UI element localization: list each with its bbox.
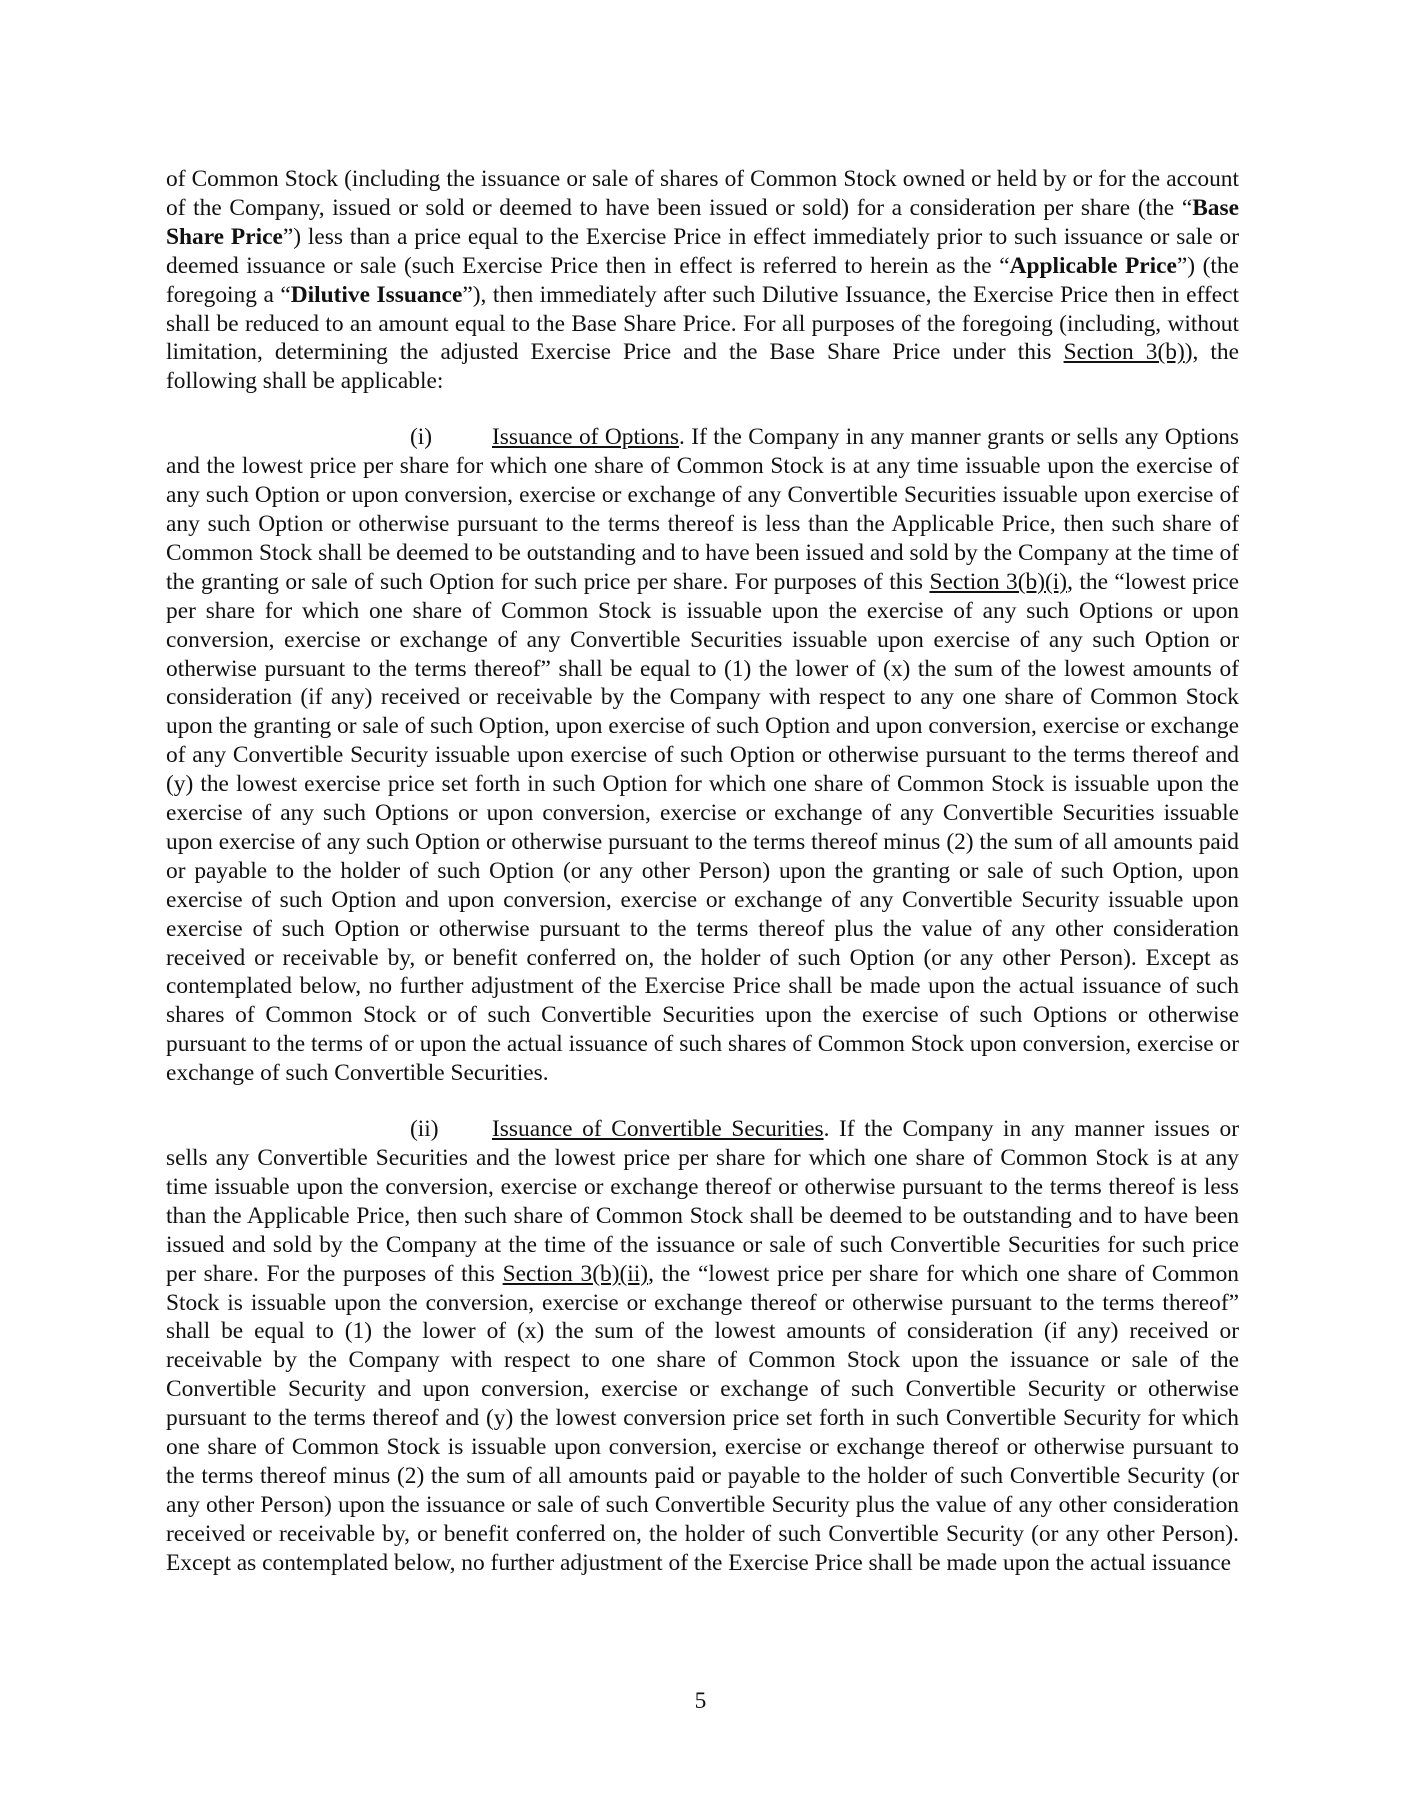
section-reference-3b-ii: Section 3(b)(ii) <box>502 1260 649 1287</box>
clause-number-ii: (ii) <box>410 1116 439 1143</box>
options-text-1: . If the Company in any manner grants or sells any Options and the lowest price per share for which one share of Common Stock is at any time issuable upon the exercise of any such Option or upon conversion, exercise or exchange of any Convertible Securities issuable upon exercise of any such Option or otherwise pursuant to the terms thereof is less than the Applicable Price, then such share of Common Stock shall be deemed to be outstanding and to have been issued and sold by the Company at the time of the granting or sale of such Option for such price per share. For purposes of this <box>166 424 1239 595</box>
issuance-of-convertible-securities-paragraph <box>166 1115 1239 1578</box>
intro-text-2: ”) less than a price equal to the Exercise Price in effect immediately prior to such issuance or sale or deemed issuance or sale (such Exercise Price then in effect is referred to herein as the “ <box>166 223 1239 279</box>
clause-heading-issuance-of-options: Issuance of Options <box>492 424 679 451</box>
options-text-2: , the “lowest price per share for which one share of Common Stock is issuable upon the exercise of any such Options or upon conversion, exercise or exchange of any Convertible Securities issuable upon exercise of any such Option or otherwise pursuant to the terms thereof” shall be equal to (1) the lower of (x) the sum of the lowest amounts of consideration (if any) received or receivable by the Company with respect to any one share of Common Stock upon the granting or sale of such Option, upon exercise of such Option and upon conversion, exercise or exchange of any Convertible Security issuable upon exercise of such Option or otherwise pursuant to the terms thereof and (y) the lowest exercise price set forth in such Option for which one share of Common Stock is issuable upon the exercise of any such Options or upon conversion, exercise or exchange of any Convertible Securities issuable upon exercise of any such Option or otherwise pursuant to the terms thereof minus (2) the sum of all amounts paid or payable to the holder of such Option (or any other Person) upon the granting or sale of such Option, upon exercise of such Option and upon conversion, exercise or exchange of any Convertible Security issuable upon exercise of such Option or otherwise pursuant to the terms thereof plus the value of any other consideration received or receivable by, or benefit conferred on, the holder of such Option (or any other Person). Except as contemplated below, no further adjustment of the Exercise Price shall be made upon the actual issuance of such shares of Common Stock or of such Convertible Securities upon the exercise of such Options or otherwise pursuant to the terms of or upon the actual issuance of such shares of Common Stock upon conversion, exercise or exchange of such Convertible Securities. <box>166 568 1239 1087</box>
defined-term-dilutive-issuance: Dilutive Issuance <box>290 281 463 308</box>
defined-term-base-share-price: Base Share Price <box>166 194 1239 250</box>
section-reference-3b-i: Section 3(b)(i) <box>929 568 1068 595</box>
document-body <box>166 165 1239 1578</box>
intro-text-3: ”) (the foregoing a “ <box>166 252 1239 308</box>
intro-text-4: ”), then immediately after such Dilutive Issuance, the Exercise Price then in effect shall be reduced to an amount equal to the Base Share Price. For all purposes of the foregoing (including, without limitation, determining the adjusted Exercise Price and the Base Share Price under this <box>166 281 1239 366</box>
intro-paragraph <box>166 165 1239 396</box>
intro-text-5: ), the following shall be applicable: <box>166 339 1239 395</box>
page-number: 5 <box>694 1688 707 1714</box>
convertible-text-1: . If the Company in any manner issues or sells any Convertible Securities and the lowest price per share for which one share of Common Stock is at any time issuable upon the conversion, exercise or exchange thereof or otherwise pursuant to the terms thereof is less than the Applicable Price, then such share of Common Stock shall be deemed to be outstanding and to have been issued and sold by the Company at the time of the issuance or sale of such Convertible Securities for such price per share. For the purposes of this <box>166 1116 1239 1287</box>
intro-text-1: of Common Stock (including the issuance or sale of shares of Common Stock owned or held by or for the account of the Company, issued or sold or deemed to have been issued or sold) for a consideration per share (the “ <box>166 166 1239 221</box>
clause-number-i: (i) <box>410 424 433 451</box>
section-reference-3b: Section 3(b) <box>1063 339 1185 366</box>
issuance-of-options-paragraph <box>166 423 1239 1088</box>
convertible-text-2: , the “lowest price per share for which one share of Common Stock is issuable upon the conversion, exercise or exchange thereof or otherwise pursuant to the terms thereof” shall be equal to (1) the lower of (x) the sum of the lowest amounts of consideration (if any) received or receivable by the Company with respect to one share of Common Stock upon the issuance or sale of the Convertible Security and upon conversion, exercise or exchange of such Convertible Security or otherwise pursuant to the terms thereof and (y) the lowest conversion price set forth in such Convertible Security for which one share of Common Stock is issuable upon conversion, exercise or exchange thereof or otherwise pursuant to the terms thereof minus (2) the sum of all amounts paid or payable to the holder of such Convertible Security (or any other Person) upon the issuance or sale of such Convertible Security plus the value of any other consideration received or receivable by, or benefit conferred on, the holder of such Convertible Security (or any other Person). Except as contemplated below, no further adjustment of the Exercise Price shall be made upon the actual issuance <box>166 1260 1239 1576</box>
defined-term-applicable-price: Applicable Price <box>1009 252 1177 279</box>
clause-heading-issuance-of-convertible-securities: Issuance of Convertible Securities <box>492 1116 824 1143</box>
